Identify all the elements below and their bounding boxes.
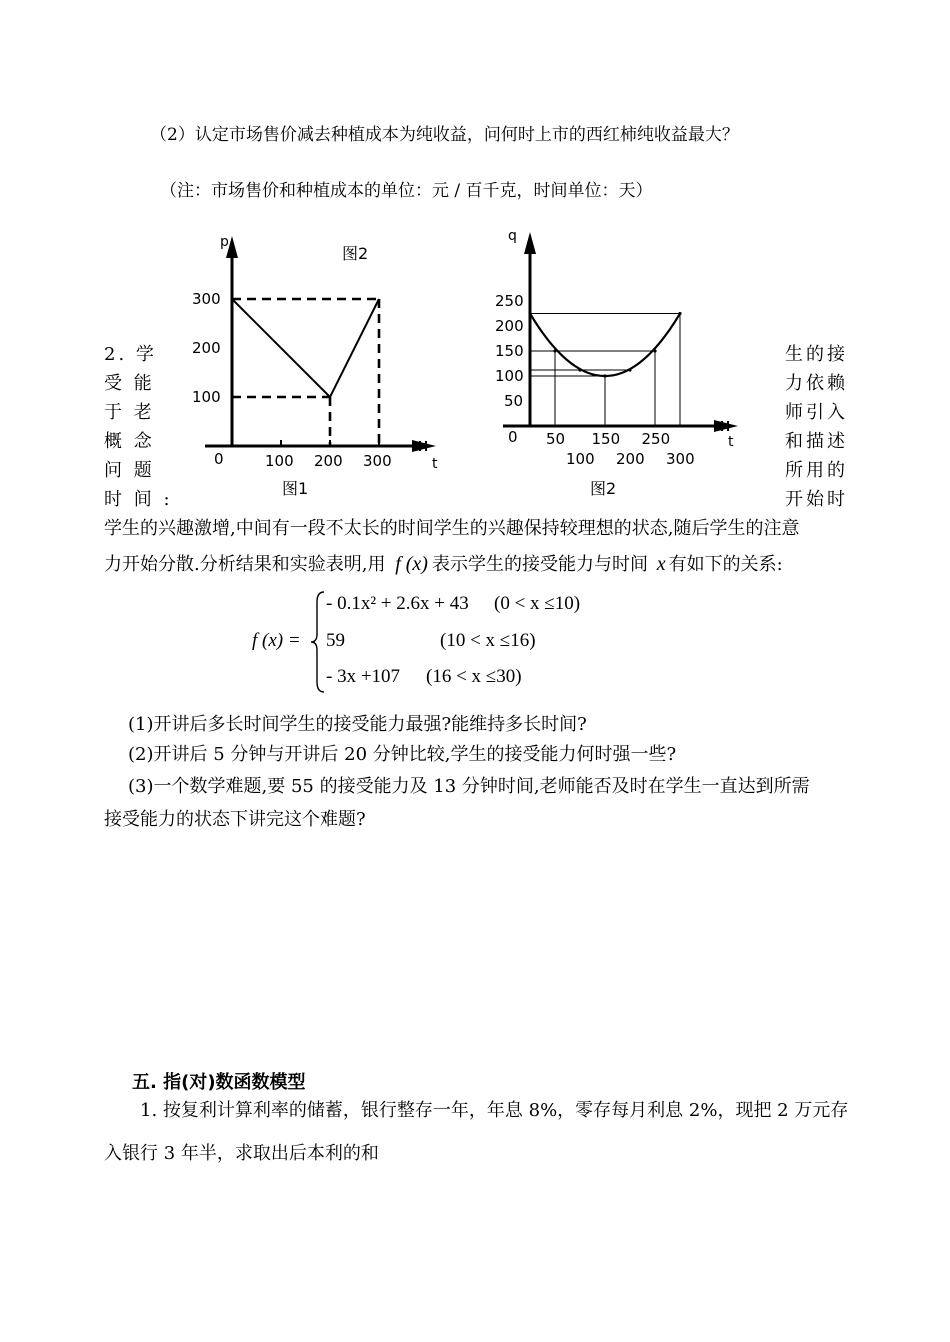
fig1-series-segment	[330, 299, 379, 397]
fig2-x-tick-label-top: 50	[546, 430, 566, 448]
fig1-x-label: t	[432, 456, 438, 472]
question-2: (2)开讲后 5 分钟与开讲后 20 分钟比较,学生的接受能力何时强一些?	[128, 744, 677, 765]
fig1-x-tick-label: 200	[314, 452, 343, 470]
fig1-x-arrow	[412, 440, 436, 452]
paragraph-line-2	[104, 550, 783, 576]
question-3-line-1: (3)一个数学难题,要 55 的接受能力及 13 分钟时间,老师能否及时在学生一直达到所需	[128, 776, 810, 797]
figure-1-price-chart	[180, 228, 450, 508]
fig1-y-tick-label: 300	[192, 290, 221, 308]
left-side-line-1: 2. 学	[104, 344, 157, 365]
right-side-line-5: 所用的	[785, 460, 848, 481]
left-side-line-3: 于 老	[104, 402, 155, 423]
formula-lhs-text: f (x) =	[252, 630, 301, 651]
formula-row-2-expr: 59	[326, 630, 345, 651]
question-1: (1)开讲后多长时间学生的接受能力最强?能维持多长时间?	[128, 714, 587, 735]
paragraph-line-1: 学生的兴趣激增,中间有一段不太长的时间学生的兴趣保持较理想的状态,随后学生的注意	[104, 518, 800, 539]
fig2-series-curve	[530, 314, 680, 377]
fig1-caption: 图1	[282, 479, 309, 498]
fig2-x-tick-label-bottom: 300	[666, 450, 695, 468]
fig2-y-tick-label: 50	[504, 392, 524, 410]
fig2-y-label: q	[508, 228, 517, 244]
fig2-x-label: t	[728, 434, 734, 450]
fig1-origin-label: 0	[214, 450, 224, 468]
left-side-line-2: 受 能	[104, 373, 155, 394]
formula-row-1-cond: (0 < x ≤10)	[494, 593, 581, 614]
question-2-line: （2）认定市场售价减去种植成本为纯收益，问何时上市的西红柿纯收益最大？	[150, 125, 739, 145]
fig2-y-tick-label: 200	[495, 317, 524, 335]
fig2-y-tick-label: 150	[495, 342, 524, 360]
fig1-x-tick-label: 100	[265, 452, 294, 470]
left-side-line-5: 问 题	[104, 460, 155, 481]
fig2-y-tick-label: 100	[495, 367, 524, 385]
formula-row-3-cond: (16 < x ≤30)	[426, 666, 522, 687]
fig2-y-arrow	[524, 232, 536, 254]
formula-row-2-cond: (10 < x ≤16)	[440, 630, 536, 651]
right-side-line-3: 师引入	[785, 402, 848, 423]
fig2-x-tick-label-bottom: 200	[616, 450, 645, 468]
left-side-line-6: 时 间 :	[104, 489, 173, 510]
fig1-y-tick-label: 200	[192, 339, 221, 357]
fig2-x-tick-label-bottom: 100	[566, 450, 595, 468]
formula-brace	[308, 588, 328, 696]
fig2-origin-label: 0	[508, 428, 518, 446]
paragraph-line-2-b: 表示学生的接受能力与时间	[431, 554, 648, 575]
formula-row-3-expr: - 3x +107	[326, 666, 401, 687]
fig2-x-tick-label-top: 250	[641, 430, 671, 448]
right-side-line-4: 和描述	[785, 431, 848, 452]
right-side-line-2: 力依赖	[785, 373, 848, 394]
formula-lhs	[252, 630, 301, 652]
fig2-x-arrow	[714, 420, 738, 432]
units-note: （注：市场售价和种植成本的单位：元 / 百千克，时间单位：天）	[160, 181, 653, 201]
problem-1-line-2: 入银行 3 年半，求取出后本利的和	[104, 1143, 379, 1164]
section-title: 五. 指(对)数函数模型	[132, 1072, 306, 1093]
formula-row-1-expr: - 0.1x² + 2.6x + 43	[326, 593, 469, 614]
question-3-line-2: 接受能力的状态下讲完这个难题?	[104, 809, 366, 830]
fig2-y-tick-label: 250	[495, 292, 524, 310]
paragraph-line-2-a: 力开始分散.分析结果和实验表明,用	[104, 554, 386, 575]
fx-symbol: f (x)	[395, 553, 428, 575]
fig2-x-tick-label-top: 150	[591, 430, 621, 448]
fig1-series-segment	[232, 299, 330, 397]
x-symbol: x	[656, 553, 666, 575]
right-side-line-1: 生的接	[785, 344, 848, 365]
fig1-x-tick-label: 300	[363, 452, 392, 470]
fig1-title: 图2	[342, 244, 369, 263]
paragraph-line-2-c: 有如下的关系:	[668, 554, 783, 575]
figure-2-cost-chart	[478, 222, 758, 504]
fig1-y-label: p	[220, 234, 229, 250]
problem-1-line-1: 1. 按复利计算利率的储蓄，银行整存一年，年息 8%，零存每月利息 2%，现把 2 万元存	[140, 1100, 849, 1121]
fig2-caption: 图2	[590, 479, 617, 498]
left-side-line-4: 概 念	[104, 431, 155, 452]
fig1-y-tick-label: 100	[192, 388, 221, 406]
right-side-line-6: 开始时	[785, 489, 848, 510]
